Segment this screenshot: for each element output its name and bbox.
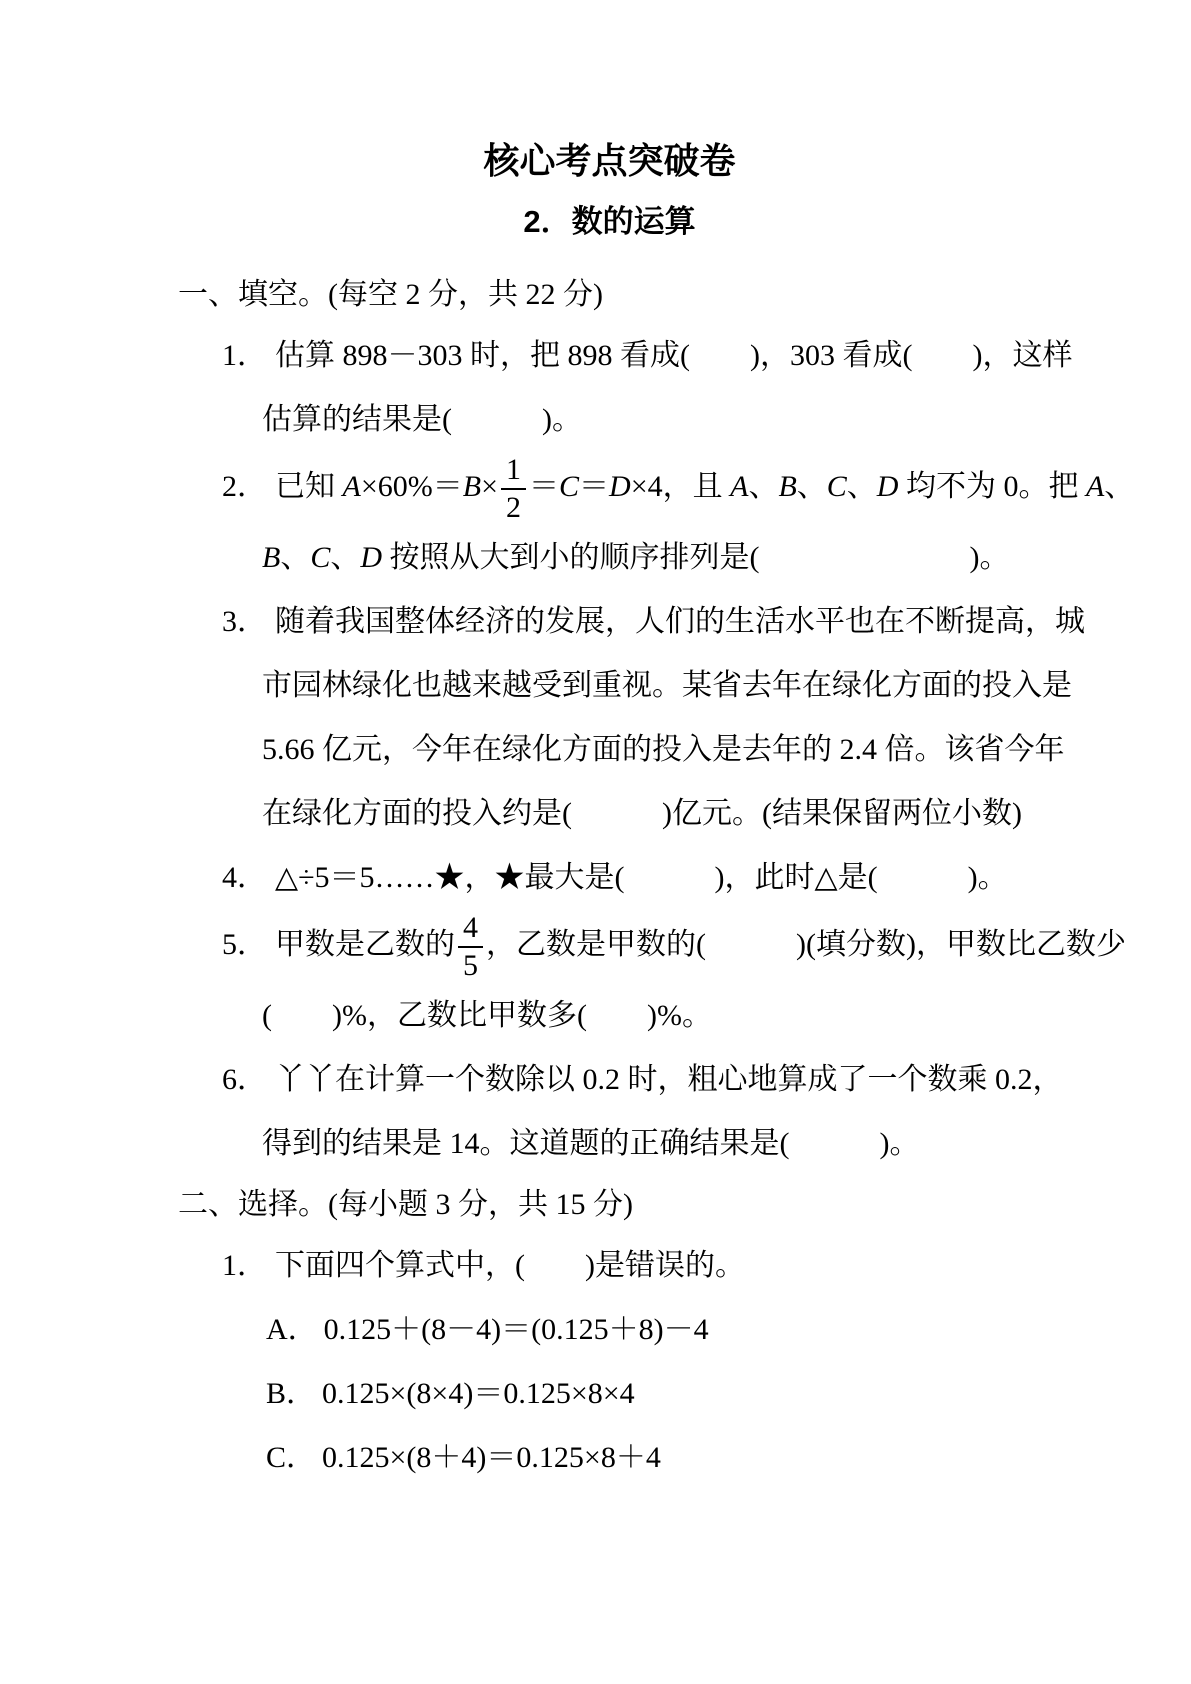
question-line <box>222 1048 1063 1112</box>
question-line: 5.66 亿元，今年在绿化方面的投入是去年的 2.4 倍。该省今年 <box>262 733 1065 766</box>
question-number: 3． <box>222 605 267 638</box>
question-fill-1 <box>178 324 1073 452</box>
question-line: B、C、D 按照从大到小的顺序排列是( )。 <box>262 541 1010 574</box>
question-line <box>222 324 1073 388</box>
question-text: △÷5＝5……★，★最大是( )，此时△是( )。 <box>275 861 1008 894</box>
question-line <box>222 910 1126 984</box>
page-title: 核心考点突破卷 <box>483 140 736 181</box>
question-line: 市园林绿化也越来越受到重视。某省去年在绿化方面的投入是 <box>262 669 1072 702</box>
option-text: 0.125×(8×4)＝0.125×8×4 <box>322 1377 635 1410</box>
question-fill-4 <box>178 846 1041 910</box>
question-fill-6 <box>178 1048 1063 1176</box>
question-text: 随着我国整体经济的发展，人们的生活水平也在不断提高，城 <box>275 605 1085 638</box>
question-text: 下面四个算式中，( )是错误的。 <box>275 1249 745 1282</box>
question-number: 1． <box>222 1249 267 1282</box>
page-subtitle: 2．数的运算 <box>523 204 696 239</box>
option-text: 0.125＋(8－4)＝(0.125＋8)－4 <box>323 1313 709 1346</box>
fraction: $\frac{1}{2}$ <box>501 452 526 526</box>
option-label: A． <box>266 1313 318 1346</box>
question-number: 1． <box>222 339 267 372</box>
question-text: 甲数是乙数的 $\frac{4}{5}$ ，乙数是甲数的( )(填分数)，甲数比乙数少 <box>275 911 1126 982</box>
question-line: ( )%，乙数比甲数多( )%。 <box>262 999 712 1032</box>
question-line <box>222 590 1085 654</box>
question-number: 6． <box>222 1063 267 1096</box>
question-line <box>222 1234 1041 1298</box>
question-number: 2． <box>222 469 267 503</box>
question-number: 5． <box>222 927 267 961</box>
question-fill-5 <box>178 910 1126 1048</box>
question-fill-2 <box>178 452 1135 590</box>
section2-header: 二、选择。(每小题 3 分，共 15 分) <box>178 1188 633 1221</box>
option-label: C． <box>266 1441 317 1474</box>
choice-option-a <box>266 1298 1041 1362</box>
question-line: 估算的结果是( )。 <box>262 403 582 436</box>
question-text: 已知 A×60%＝B× $\frac{1}{2}$ ＝C＝D×4，且 A、B、C、D 均不为 0。把 A、 <box>275 453 1135 524</box>
question-line <box>222 452 1135 526</box>
question-line <box>222 846 1041 910</box>
section1-header: 一、填空。(每空 2 分，共 22 分) <box>178 278 603 311</box>
choice-option-c <box>266 1426 1041 1490</box>
fraction: $\frac{4}{5}$ <box>458 910 483 984</box>
question-text: 丫丫在计算一个数除以 0.2 时，粗心地算成了一个数乘 0.2， <box>275 1063 1063 1096</box>
choice-option-b <box>266 1362 1041 1426</box>
question-choice-1 <box>178 1234 1041 1490</box>
question-text: 估算 898－303 时，把 898 看成( )，303 看成( )，这样 <box>275 339 1073 372</box>
question-line: 得到的结果是 14。这道题的正确结果是( )。 <box>262 1127 920 1160</box>
question-number: 4． <box>222 861 267 894</box>
option-text: 0.125×(8＋4)＝0.125×8＋4 <box>322 1441 661 1474</box>
option-label: B． <box>266 1377 317 1410</box>
question-fill-3 <box>178 590 1085 846</box>
question-line: 在绿化方面的投入约是( )亿元。(结果保留两位小数) <box>262 797 1022 830</box>
